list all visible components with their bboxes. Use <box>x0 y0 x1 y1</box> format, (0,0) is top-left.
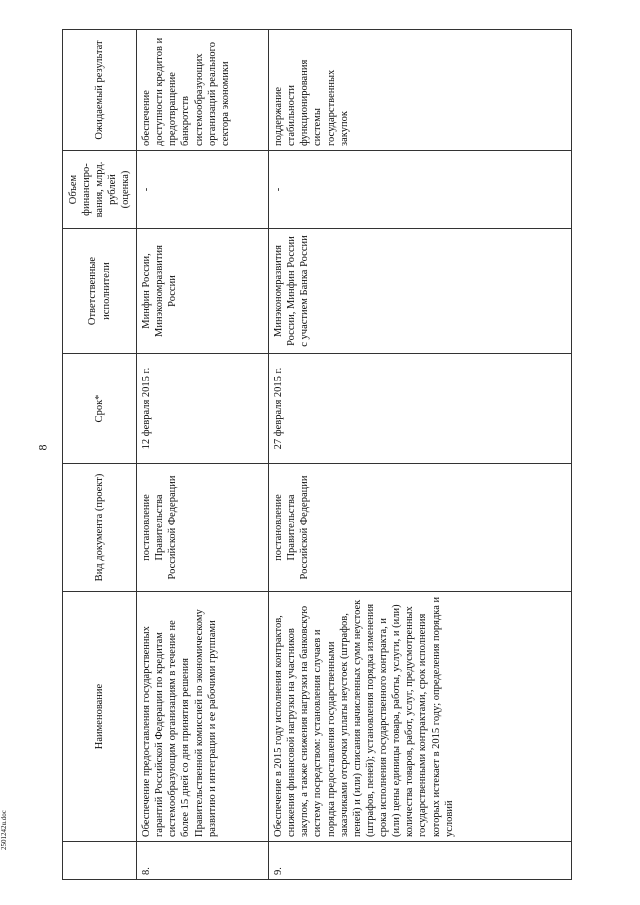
header-doc-type: Вид документа (проект) <box>63 464 137 592</box>
header-name: Наименование <box>63 592 137 842</box>
row-funding: - <box>269 151 572 229</box>
row-result: обеспечение доступности кредитов и предотвращение банкротств системообразующих организаций реального сектора экономики <box>137 30 269 151</box>
row-funding: - <box>137 151 269 229</box>
row-executors: Минэкономразвития России, Минфин России с участием Банка России <box>269 229 572 354</box>
header-deadline: Срок* <box>63 354 137 464</box>
header-executors: Ответственные исполнители <box>63 229 137 354</box>
header-funding: Объем финансиро-вания, млрд. рублей (оценка) <box>63 151 137 229</box>
row-deadline: 12 февраля 2015 г. <box>137 354 269 464</box>
row-deadline: 27 февраля 2015 г. <box>269 354 572 464</box>
table-row <box>269 30 572 880</box>
row-num: 9. <box>269 842 572 880</box>
row-result: поддержание стабильности функционирования системы государственных закупок <box>269 30 572 151</box>
header-result: Ожидаемый результат <box>63 30 137 151</box>
row-doc-type: постановление Правительства Российской Федерации <box>137 464 269 592</box>
rotated-table-container <box>62 30 572 880</box>
document-code: 2501242u.doc <box>0 810 8 850</box>
row-name: Обеспечение в 2015 году исполнения контрактов, снижения финансовой нагрузки на участников закупок, а также снижения нагрузки на банковскую систему посредством: установления случаев и порядка предоставления государственными заказчиками отсрочки уплаты неустоек (штрафов, пеней) и (или) списания начисленных сумм неустоек (штрафов, пеней); установления порядка изменения срока исполнения государственного контракта, и (или) цены единицы товара, работы, услуги, и (или) количества товаров, работ, услуг, предусмотренных государственными контрактами, срок исполнения которых истекает в 2015 году; определения порядка и условий <box>269 592 572 842</box>
row-doc-type: постановление Правительства Российской Федерации <box>269 464 572 592</box>
table-row <box>137 30 269 880</box>
header-num <box>63 842 137 880</box>
row-name: Обеспечение предоставления государственных гарантий Российской Федерации по кредитам системообразующим организациям в течение не более 15 дней со дня принятия решения Правительственной комиссией по экономическому развитию и интеграции и ее рабочими группами <box>137 592 269 842</box>
page-number: 8 <box>35 444 50 451</box>
row-executors: Минфин России, Минэкономразвития России <box>137 229 269 354</box>
measures-table <box>62 29 572 880</box>
table-header-row <box>63 30 137 880</box>
row-num: 8. <box>137 842 269 880</box>
